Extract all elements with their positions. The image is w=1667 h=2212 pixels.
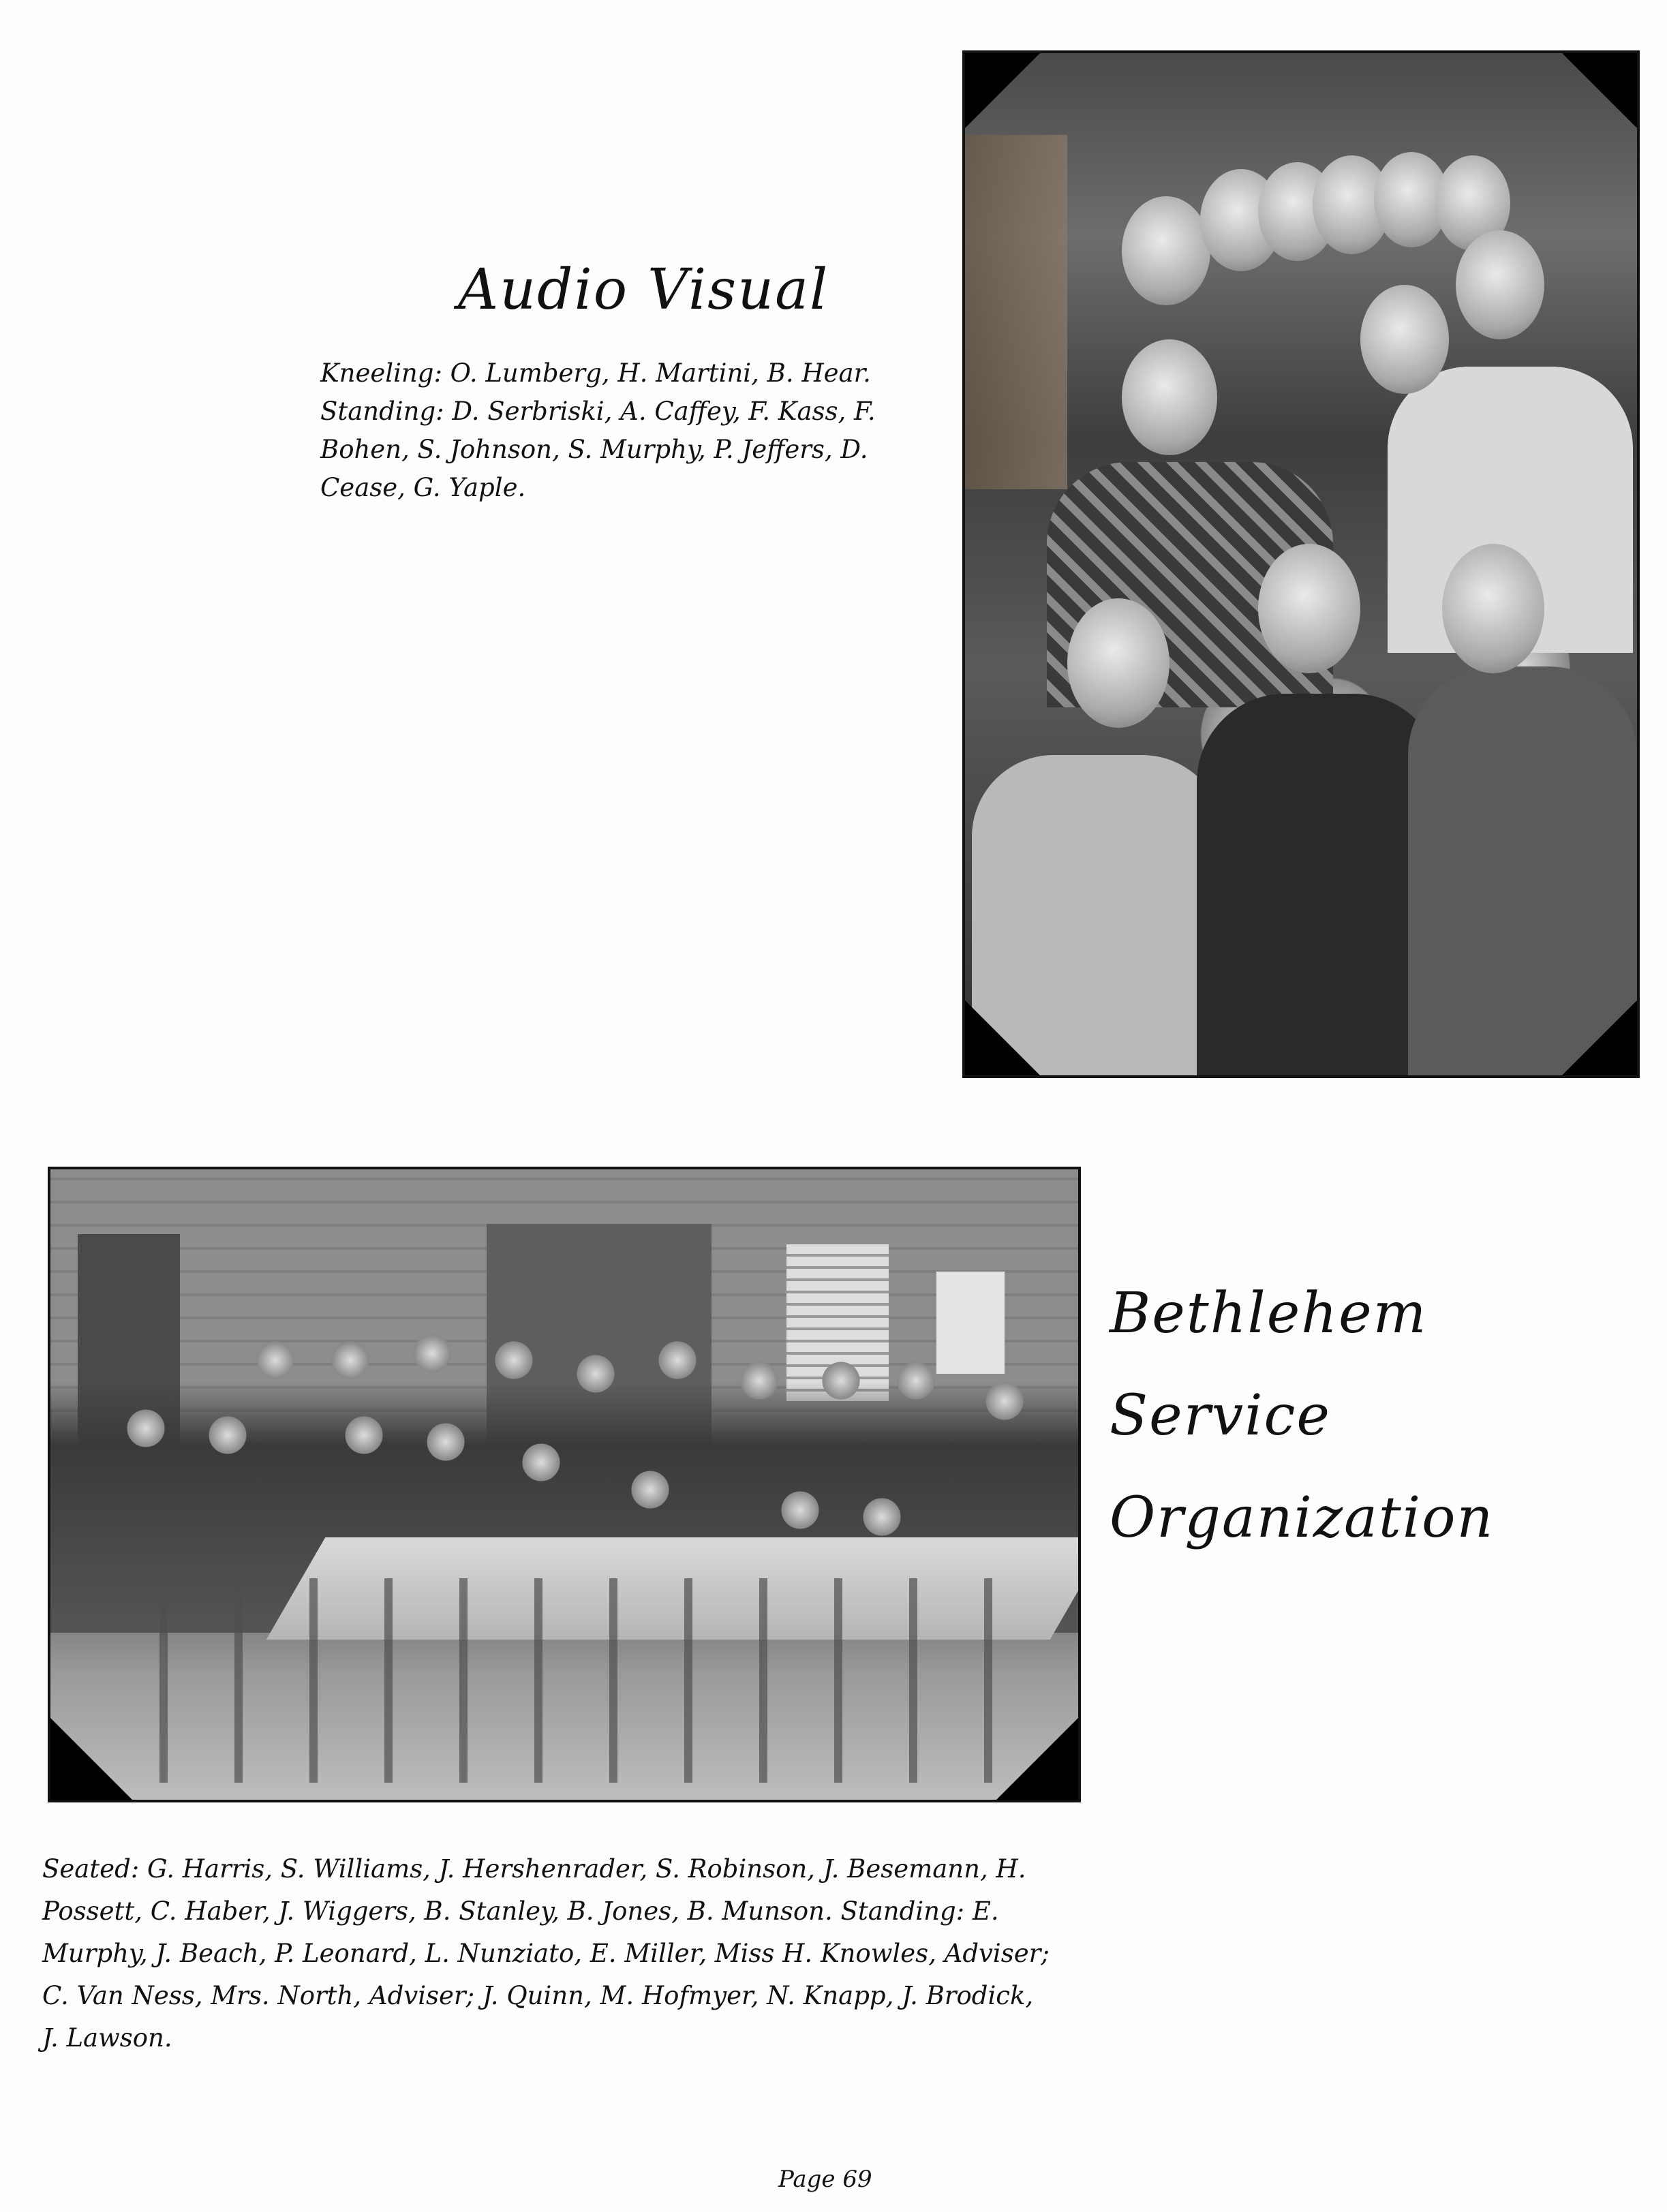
face-shape xyxy=(1360,285,1449,394)
face-shape xyxy=(1122,339,1217,455)
page-number: Page 69 xyxy=(778,2166,872,2193)
photo-corner xyxy=(965,53,1040,128)
caption-line: Possett, C. Haber, J. Wiggers, B. Stanley, B. Jones, B. Munson. Standing: E. xyxy=(42,1896,999,1926)
photo-corner xyxy=(1562,53,1637,128)
photo-corner xyxy=(50,1718,132,1800)
face-shape xyxy=(1456,230,1544,339)
face-shape xyxy=(1067,598,1169,728)
title-line: Organization xyxy=(1110,1486,1495,1550)
caption-line: Murphy, J. Beach, P. Leonard, L. Nunziato, E. Miller, Miss H. Knowles, Adviser; xyxy=(42,1939,1050,1968)
caption-line: Seated: G. Harris, S. Williams, J. Hershenrader, S. Robinson, J. Besemann, H. xyxy=(42,1854,1026,1884)
face-shape xyxy=(1442,544,1544,673)
audio-visual-group-photo xyxy=(962,50,1640,1078)
photo-corner xyxy=(996,1718,1078,1800)
audio-visual-title: Audio Visual xyxy=(458,258,829,322)
caption-line: Cease, G. Yaple. xyxy=(320,473,526,502)
photo-corner xyxy=(965,1000,1040,1075)
face-shape xyxy=(1258,544,1360,673)
bethlehem-caption xyxy=(42,1848,1630,2059)
title-line: Service xyxy=(1110,1383,1331,1448)
bethlehem-group-photo xyxy=(48,1167,1081,1802)
caption-line: J. Lawson. xyxy=(42,2023,172,2053)
photo-corner xyxy=(1562,1000,1637,1075)
caption-line: Bohen, S. Johnson, S. Murphy, P. Jeffers, D. xyxy=(320,435,868,464)
chairs-shape xyxy=(119,1578,1005,1783)
door-shape xyxy=(965,135,1067,489)
audio-visual-caption xyxy=(320,354,934,507)
title-line: Bethlehem xyxy=(1110,1281,1428,1346)
caption-line: Kneeling: O. Lumberg, H. Martini, B. Hear. xyxy=(320,358,871,388)
bethlehem-title xyxy=(1110,1281,1641,1588)
face-shape xyxy=(1122,196,1210,305)
caption-line: Standing: D. Serbriski, A. Caffey, F. Kass, F. xyxy=(320,397,876,426)
caption-line: C. Van Ness, Mrs. North, Adviser; J. Quinn, M. Hofmyer, N. Knapp, J. Brodick, xyxy=(42,1981,1034,2010)
person-shape xyxy=(1197,694,1442,1075)
